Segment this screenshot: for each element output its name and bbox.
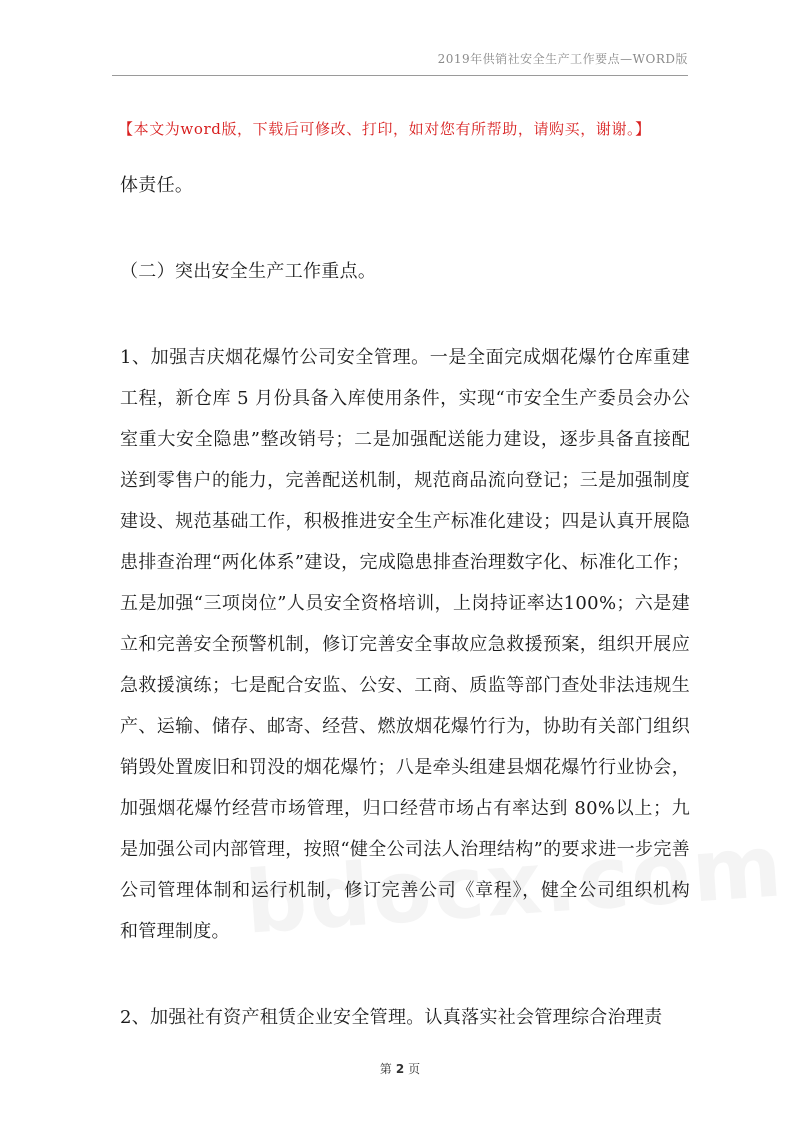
- paragraph-gap: [120, 292, 690, 337]
- page-number: 2: [395, 1062, 405, 1076]
- paragraph-item-1: 1、加强吉庆烟花爆竹公司安全管理。一是全面完成烟花爆竹仓库重建工程，新仓库 5 月份具备入库使用条件，实现“市安全生产委员会办公室重大安全隐患”整改销号；二是加强配送能力建设，逐步具备直接配送到零售户的能力，完善配送机制，规范商品流向登记；三是加强制度建设、规范基础工作，积极推进安全生产标准化建设；四是认真开展隐患排查治理“两化体系”建设，完成隐患排查治理数字化、标准化工作；五是加强“三项岗位”人员安全资格培训，上岗持证率达100%；六是建立和完善安全预警机制，修订完善安全事故应急救援预案，组织开展应急救援演练；七是配合安监、公安、工商、质监等部门查处非法违规生产、运输、储存、邮寄、经营、燃放烟花爆竹行为，协助有关部门组织销毁处置废旧和罚没的烟花爆竹；八是牵头组建县烟花爆竹行业协会，加强烟花爆竹经营市场管理，归口经营市场占有率达到 80%以上；九是加强公司内部管理，按照“健全公司法人治理结构”的要求进一步完善公司管理体制和运行机制，修订完善公司《章程》，健全公司组织机构和管理制度。: [120, 347, 690, 942]
- paragraph-gap: [120, 952, 690, 997]
- page-suffix: 页: [408, 1062, 421, 1076]
- section-heading: （二）突出安全生产工作重点。: [120, 261, 377, 282]
- page-footer: [0, 1060, 800, 1077]
- document-body: [120, 165, 690, 1038]
- header-divider: [112, 75, 688, 76]
- paragraph-continuation: 体责任。: [120, 175, 194, 196]
- purchase-notice: 【本文为word版，下载后可修改、打印，如对您有所帮助，请购买，谢谢。】: [118, 120, 651, 138]
- paragraph-gap: [120, 206, 690, 251]
- page-prefix: 第: [379, 1062, 392, 1076]
- paragraph-item-2: 2、加强社有资产租赁企业安全管理。认真落实社会管理综合治理责: [120, 1007, 663, 1028]
- running-header: 2019年供销社安全生产工作要点—WORD版: [437, 52, 688, 66]
